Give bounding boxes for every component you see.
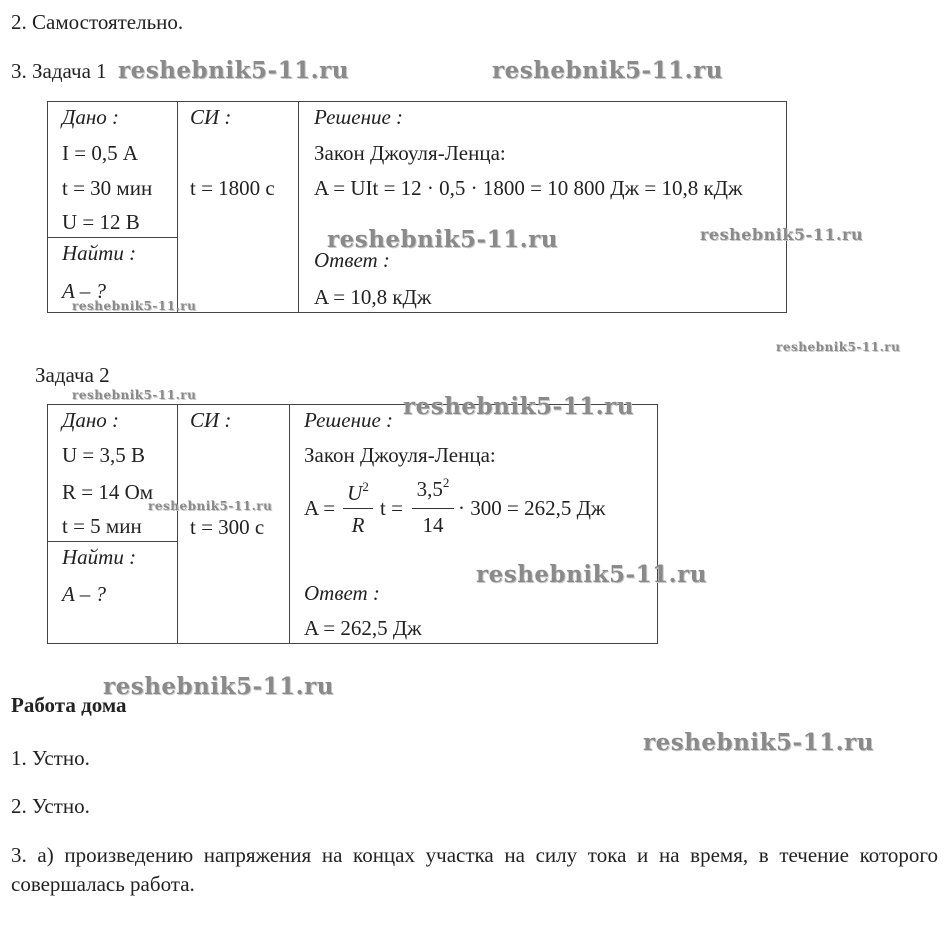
task2-answer: A = 262,5 Дж [304, 616, 422, 640]
watermark: reshebnik5-11.ru [72, 388, 197, 402]
task1-given-current: I = 0,5 А [62, 141, 139, 165]
task1-find-title: Найти : [62, 241, 137, 265]
task2-frac2-den: 14 [422, 513, 444, 537]
task2-si-value: t = 300 с [190, 515, 265, 539]
task2-formula-lhs: A = [304, 496, 336, 520]
task2-frac1-den: R [351, 513, 365, 537]
watermark: reshebnik5-11.ru [476, 561, 707, 588]
task-2-heading: Задача 2 [35, 363, 110, 387]
task1-given-title: Дано : [62, 105, 120, 129]
task1-given-voltage: U = 12 В [62, 210, 140, 234]
task2-find-value: A – ? [62, 582, 106, 606]
watermark: reshebnik5-11.ru [327, 226, 558, 253]
watermark: reshebnik5-11.ru [492, 57, 723, 84]
item-2: 2. Самостоятельно. [11, 10, 184, 34]
task2-frac2-bar [412, 508, 454, 509]
task2-given-time: t = 5 мин [62, 514, 142, 538]
task1-find-value: A – ? [62, 279, 106, 303]
task2-formula-mid: t = [380, 496, 403, 520]
homework-item-3: 3. а) произведению напряжения на концах участка на силу тока и на время, в течение которого совершалась работа. [11, 843, 938, 896]
task1-law: Закон Джоуля-Ленца: [314, 141, 506, 165]
task2-frac1-num: $U^2$ [347, 479, 369, 505]
homework-item-1: 1. Устно. [11, 746, 90, 770]
task2-law: Закон Джоуля-Ленца: [304, 443, 496, 467]
watermark: reshebnik5-11.ru [700, 225, 864, 244]
task2-answer-title: Ответ : [304, 581, 380, 605]
task2-given-voltage: U = 3,5 В [62, 443, 146, 467]
task2-solution-title: Решение : [304, 408, 394, 432]
watermark: reshebnik5-11.ru [72, 299, 197, 313]
homework-title: Работа дома [11, 693, 127, 717]
homework-item-2: 2. Устно. [11, 794, 90, 818]
task2-frac2-num: $3,5^2$ [416, 475, 450, 501]
watermark: reshebnik5-11.ru [403, 393, 634, 420]
task1-given-time: t = 30 мин [62, 176, 153, 200]
task1-si-value: t = 1800 с [190, 176, 275, 200]
task1-answer-title: Ответ : [314, 248, 390, 272]
task2-given-resistance: R = 14 Ом [62, 480, 154, 504]
task1-formula: A = UIt = 12 · 0,5 · 1800 = 10 800 Дж = 10,8 кДж [314, 176, 743, 200]
task2-frac1-bar [343, 508, 373, 509]
watermark: reshebnik5-11.ru [148, 499, 273, 513]
item-3-task-1: 3. Задача 1 [11, 59, 107, 83]
watermark: reshebnik5-11.ru [118, 57, 349, 84]
watermark: reshebnik5-11.ru [103, 673, 334, 700]
task2-given-title: Дано : [62, 408, 120, 432]
watermark: reshebnik5-11.ru [643, 729, 874, 756]
task1-solution-title: Решение : [314, 105, 404, 129]
watermark: reshebnik5-11.ru [776, 340, 901, 354]
task2-formula-rhs: · 300 = 262,5 Дж [458, 496, 606, 520]
task1-answer: A = 10,8 кДж [314, 285, 432, 309]
task1-si-title: СИ : [190, 105, 232, 129]
task2-si-title: СИ : [190, 408, 232, 432]
task2-find-title: Найти : [62, 545, 137, 569]
